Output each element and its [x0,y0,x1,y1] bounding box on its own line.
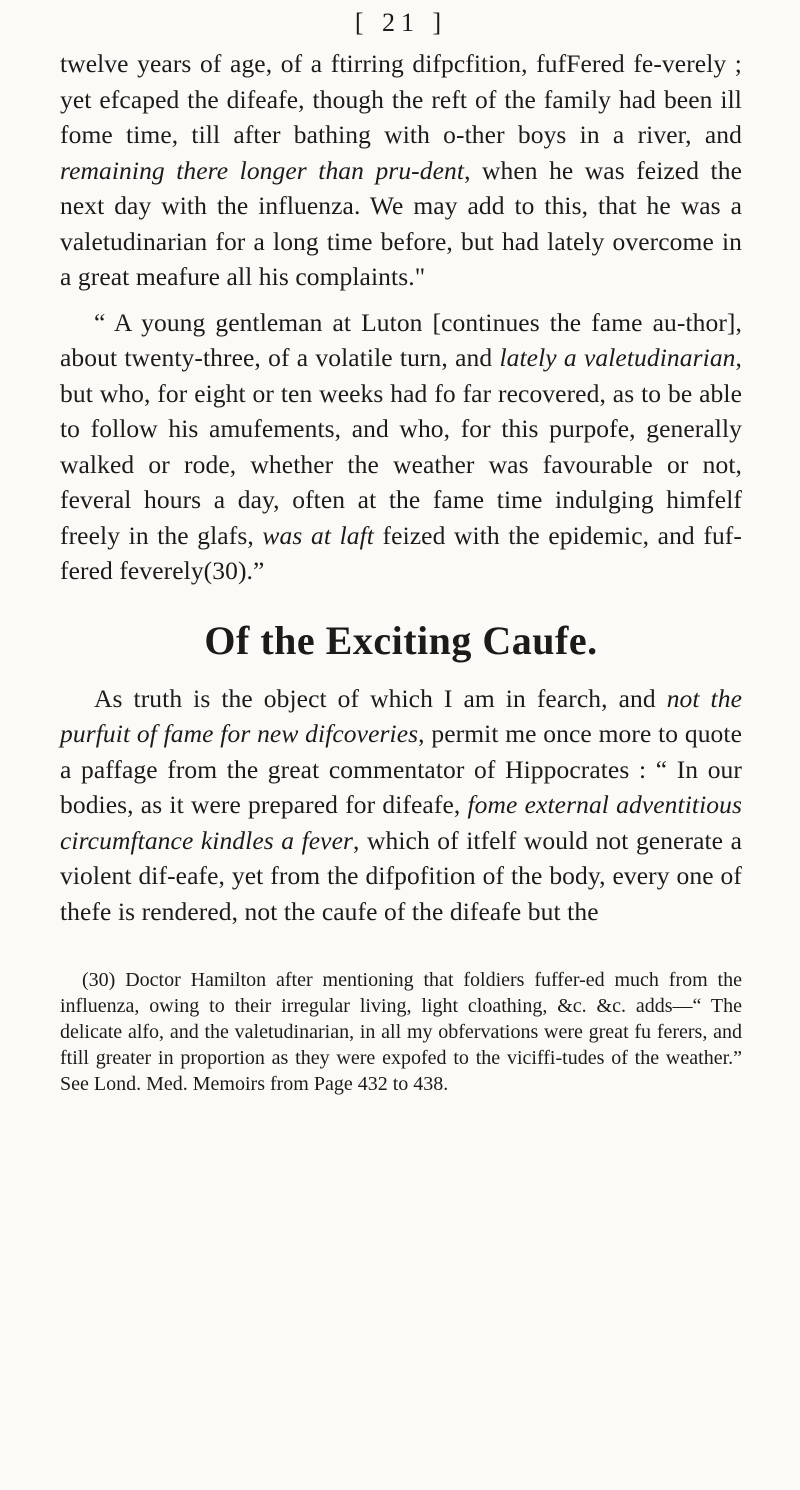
paragraph-1 [60,46,742,295]
paragraph-3-text-c: , which of itfelf would not generate a violent dif-eafe, yet from the difpofition of the body, every one of thefe is rendered, not the caufe of the difeafe but the [60,825,742,926]
paragraph-1-text-b: , when he was feized the next day with the influenza. We may add to this, that he was a valetudinarian for a long time before, but had lately overcome in a great meafure all his complaints." [60,155,742,291]
paragraph-2-text-b: , but who, for eight or ten weeks had fo far recovered, as to be able to follow his amufements, and who, for this purpofe, generally walked or rode, whether the weather was favourable or not, feveral hours a day, often at the fame time indulging himfelf freely in the glafs, [60,343,743,550]
paragraph-3-italic-b: fome external adventitious circumftance kindles a fever [60,790,742,855]
spacer [60,295,742,305]
paragraph-2-italic-b: was at laft [262,520,374,550]
paragraph-3 [60,681,742,930]
paragraph-2-text-c: feized with the epidemic, and fuf-fered feverely(30).” [60,520,742,585]
paragraph-3-italic-a: not the purfuit of fame for new difcoveries [60,683,743,748]
paragraph-2 [60,305,742,589]
paragraph-3-text-a: As truth is the object of which I am in fearch, and [94,683,667,713]
page-number-header: [ 21 ] [354,8,448,37]
paragraph-3-text-b: , permit me once more to quote a paffage from the great commentator of Hippocrates : “ In our bodies, as it were prepared for difeafe, [60,719,742,819]
paragraph-1-text-a: twelve years of age, of a ftirring difpcfition, fufFered fe-verely ; yet efcaped the difeafe, though the reft of the family had been ill fome time, till after bathing with o-ther boys in a river, and [60,49,742,149]
section-heading: Of the Exciting Caufe. [204,617,598,663]
paragraph-2-text-a: “ A young gentleman at Luton [continues the fame au-thor], about twenty-three, of a volatile turn, and [60,307,742,372]
paragraph-2-italic-a: lately a valetudinarian [499,343,736,372]
footnote-30: (30) Doctor Hamilton after mentioning that foldiers fuffer-ed much from the influenza, owing to their irregular living, light cloathing, &c. &c. adds—“ The delicate alfo, and the valetudinarian, in all my obfervations were great fu ferers, and ftill greater in proportion as they were expofed to the viciffi-tudes of the weather.” See Lond. Med. Memoirs from Page 432 to 438. [60,969,742,1095]
paragraph-1-italic: remaining there longer than pru-dent [60,155,465,185]
